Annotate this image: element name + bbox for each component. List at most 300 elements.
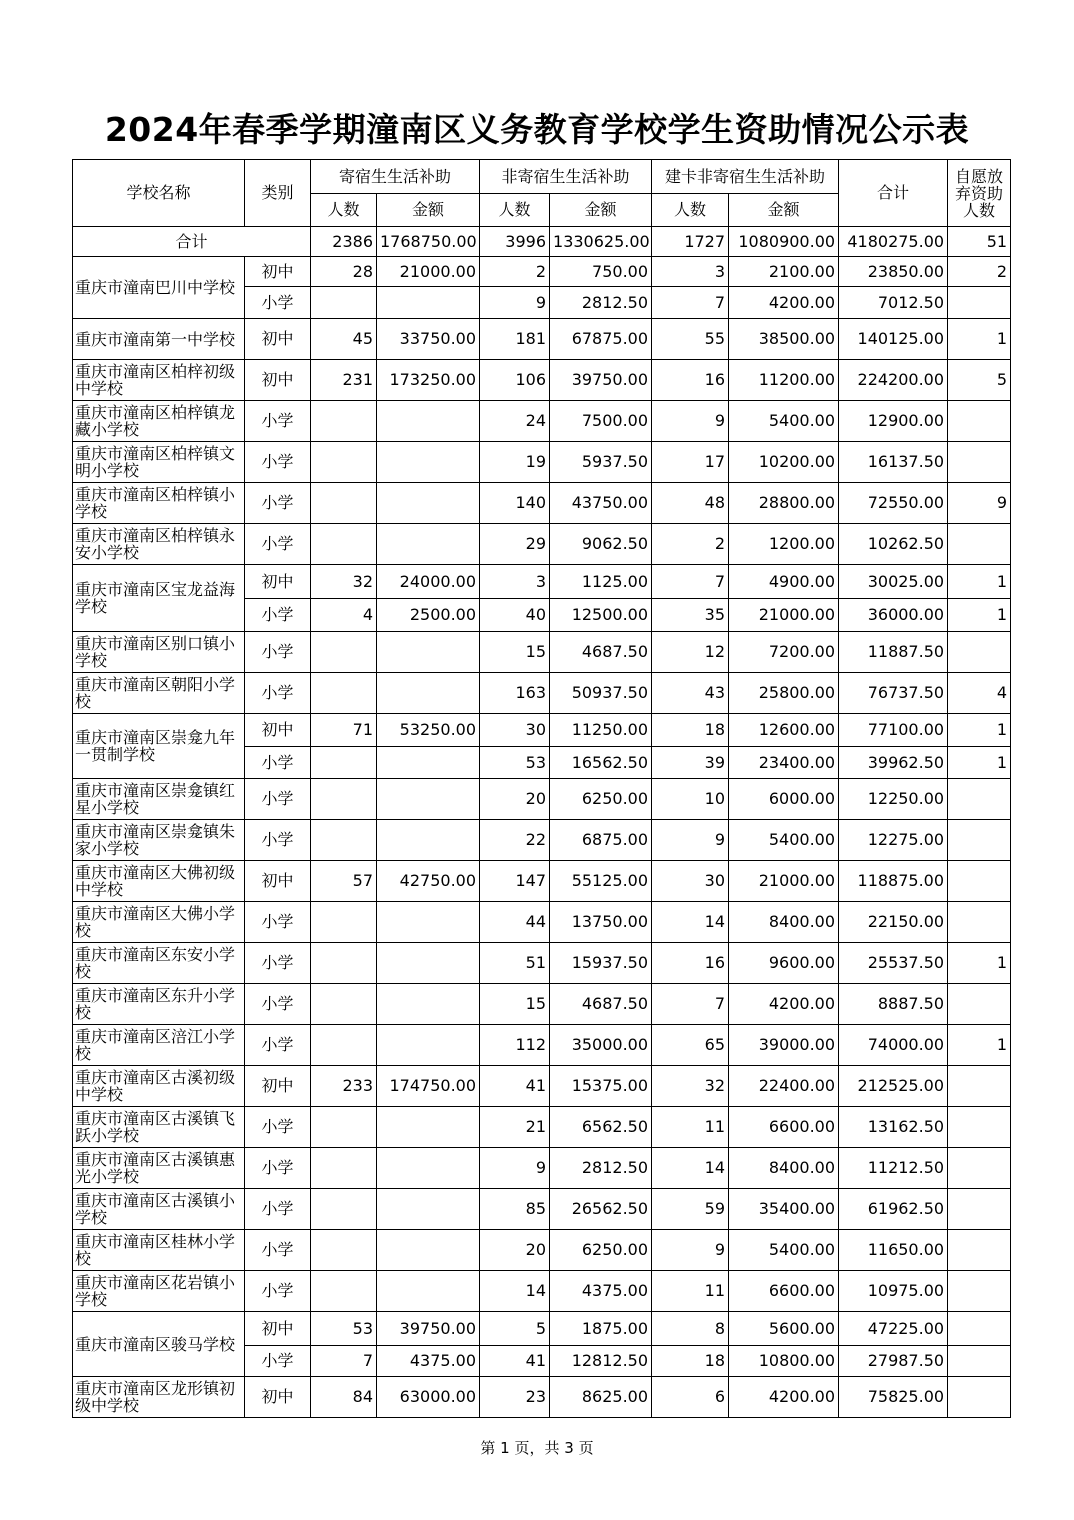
cell-card-amount: 6600.00 <box>729 1271 839 1312</box>
cell-card-amount: 5600.00 <box>729 1312 839 1346</box>
table-row <box>73 483 1011 524</box>
cell-school-name: 重庆市潼南区古溪镇飞跃小学校 <box>73 1107 245 1148</box>
cell-card-count: 9 <box>652 1230 729 1271</box>
cell-card-amount: 8400.00 <box>729 1148 839 1189</box>
cell-boarding-count <box>311 673 377 714</box>
cell-boarding-count <box>311 1148 377 1189</box>
cell-card-count: 55 <box>652 319 729 360</box>
cell-waive <box>948 820 1011 861</box>
cell-boarding-count <box>311 902 377 943</box>
subsidy-table <box>72 159 1011 1418</box>
cell-total: 12275.00 <box>839 820 948 861</box>
cell-card-count: 17 <box>652 442 729 483</box>
table-row <box>73 565 1011 599</box>
table-row <box>73 319 1011 360</box>
cell-boarding-amount <box>377 673 480 714</box>
cell-category: 小学 <box>245 1271 311 1312</box>
cell-total: 25537.50 <box>839 943 948 984</box>
cell-nonboarding-amount: 12812.50 <box>550 1346 652 1377</box>
cell-card-count: 6 <box>652 1377 729 1418</box>
cell-waive <box>948 1346 1011 1377</box>
cell-boarding-count: 53 <box>311 1312 377 1346</box>
cell-card-amount: 23400.00 <box>729 747 839 779</box>
cell-boarding-count <box>311 779 377 820</box>
cell-total: 30025.00 <box>839 565 948 599</box>
cell-boarding-amount <box>377 483 480 524</box>
cell-boarding-amount <box>377 902 480 943</box>
cell-total: 61962.50 <box>839 1189 948 1230</box>
cell-boarding-amount: 21000.00 <box>377 257 480 287</box>
cell-boarding-amount <box>377 1148 480 1189</box>
cell-nonboarding-amount: 15937.50 <box>550 943 652 984</box>
cell-card-count: 16 <box>652 360 729 401</box>
cell-nonboarding-amount: 4375.00 <box>550 1271 652 1312</box>
cell-school-name: 重庆市潼南区柏梓镇文明小学校 <box>73 442 245 483</box>
table-row <box>73 1230 1011 1271</box>
cell-waive <box>948 1066 1011 1107</box>
cell-boarding-amount: 173250.00 <box>377 360 480 401</box>
table-row <box>73 1148 1011 1189</box>
cell-nonboarding-count: 9 <box>480 287 550 319</box>
table-row <box>73 401 1011 442</box>
cell-nonboarding-count: 3996 <box>480 227 550 257</box>
table-row <box>73 984 1011 1025</box>
cell-card-count: 8 <box>652 1312 729 1346</box>
cell-boarding-count <box>311 943 377 984</box>
cell-boarding-amount <box>377 1230 480 1271</box>
cell-boarding-count <box>311 1271 377 1312</box>
cell-nonboarding-count: 41 <box>480 1346 550 1377</box>
table-row <box>73 524 1011 565</box>
cell-total: 11212.50 <box>839 1148 948 1189</box>
cell-category: 小学 <box>245 943 311 984</box>
cell-category: 小学 <box>245 902 311 943</box>
header-amount: 金额 <box>377 194 480 227</box>
cell-boarding-count: 28 <box>311 257 377 287</box>
header-category: 类别 <box>245 160 311 227</box>
cell-boarding-amount <box>377 1025 480 1066</box>
cell-category: 小学 <box>245 747 311 779</box>
cell-waive <box>948 984 1011 1025</box>
header-count: 人数 <box>311 194 377 227</box>
cell-card-amount: 11200.00 <box>729 360 839 401</box>
header-amount: 金额 <box>550 194 652 227</box>
cell-card-count: 18 <box>652 1346 729 1377</box>
cell-nonboarding-count: 181 <box>480 319 550 360</box>
cell-nonboarding-amount: 750.00 <box>550 257 652 287</box>
cell-boarding-count: 32 <box>311 565 377 599</box>
cell-boarding-amount <box>377 401 480 442</box>
cell-boarding-count <box>311 632 377 673</box>
cell-category: 初中 <box>245 360 311 401</box>
cell-nonboarding-count: 51 <box>480 943 550 984</box>
cell-card-count: 14 <box>652 1148 729 1189</box>
cell-waive <box>948 287 1011 319</box>
cell-boarding-count <box>311 1189 377 1230</box>
cell-school-name: 重庆市潼南区东安小学校 <box>73 943 245 984</box>
cell-waive: 9 <box>948 483 1011 524</box>
cell-total: 212525.00 <box>839 1066 948 1107</box>
cell-total: 11650.00 <box>839 1230 948 1271</box>
cell-nonboarding-count: 40 <box>480 599 550 632</box>
cell-school-name: 重庆市潼南区龙形镇初级中学校 <box>73 1377 245 1418</box>
cell-category: 初中 <box>245 1066 311 1107</box>
cell-card-count: 10 <box>652 779 729 820</box>
cell-boarding-count: 4 <box>311 599 377 632</box>
cell-boarding-count: 231 <box>311 360 377 401</box>
cell-school-name: 重庆市潼南区骏马学校 <box>73 1312 245 1377</box>
page-footer: 第 1 页，共 3 页 <box>480 1439 594 1457</box>
cell-card-count: 39 <box>652 747 729 779</box>
cell-boarding-amount <box>377 943 480 984</box>
cell-boarding-amount <box>377 524 480 565</box>
cell-nonboarding-amount: 6250.00 <box>550 779 652 820</box>
cell-category: 小学 <box>245 599 311 632</box>
cell-nonboarding-amount: 9062.50 <box>550 524 652 565</box>
cell-boarding-count: 84 <box>311 1377 377 1418</box>
cell-nonboarding-amount: 6562.50 <box>550 1107 652 1148</box>
cell-card-amount: 1200.00 <box>729 524 839 565</box>
cell-waive <box>948 779 1011 820</box>
cell-card-count: 11 <box>652 1271 729 1312</box>
cell-nonboarding-amount: 15375.00 <box>550 1066 652 1107</box>
table-row <box>73 442 1011 483</box>
cell-boarding-amount <box>377 1107 480 1148</box>
cell-card-amount: 21000.00 <box>729 861 839 902</box>
summary-label: 合计 <box>73 227 311 257</box>
cell-school-name: 重庆市潼南第一中学校 <box>73 319 245 360</box>
cell-boarding-count: 57 <box>311 861 377 902</box>
cell-waive: 51 <box>948 227 1011 257</box>
cell-boarding-count <box>311 747 377 779</box>
cell-nonboarding-amount: 11250.00 <box>550 714 652 747</box>
cell-school-name: 重庆市潼南巴川中学校 <box>73 257 245 319</box>
cell-category: 小学 <box>245 673 311 714</box>
cell-category: 初中 <box>245 1312 311 1346</box>
table-row <box>73 1312 1011 1346</box>
cell-school-name: 重庆市潼南区古溪初级中学校 <box>73 1066 245 1107</box>
cell-boarding-amount: 42750.00 <box>377 861 480 902</box>
cell-nonboarding-amount: 50937.50 <box>550 673 652 714</box>
cell-boarding-amount <box>377 632 480 673</box>
table-row <box>73 902 1011 943</box>
cell-card-amount: 1080900.00 <box>729 227 839 257</box>
table-row <box>73 1271 1011 1312</box>
cell-category: 小学 <box>245 984 311 1025</box>
cell-card-amount: 28800.00 <box>729 483 839 524</box>
cell-card-count: 59 <box>652 1189 729 1230</box>
header-count: 人数 <box>652 194 729 227</box>
cell-nonboarding-amount: 67875.00 <box>550 319 652 360</box>
cell-waive <box>948 902 1011 943</box>
cell-waive: 1 <box>948 943 1011 984</box>
cell-waive <box>948 1377 1011 1418</box>
cell-card-count: 9 <box>652 401 729 442</box>
cell-nonboarding-amount: 2812.50 <box>550 287 652 319</box>
cell-waive <box>948 1271 1011 1312</box>
cell-card-count: 32 <box>652 1066 729 1107</box>
cell-nonboarding-amount: 2812.50 <box>550 1148 652 1189</box>
cell-waive <box>948 442 1011 483</box>
cell-nonboarding-count: 5 <box>480 1312 550 1346</box>
cell-card-count: 18 <box>652 714 729 747</box>
cell-card-amount: 2100.00 <box>729 257 839 287</box>
cell-nonboarding-amount: 8625.00 <box>550 1377 652 1418</box>
cell-card-amount: 4900.00 <box>729 565 839 599</box>
cell-nonboarding-count: 9 <box>480 1148 550 1189</box>
cell-card-amount: 5400.00 <box>729 401 839 442</box>
cell-category: 初中 <box>245 257 311 287</box>
cell-nonboarding-amount: 35000.00 <box>550 1025 652 1066</box>
header-waive: 自愿放弃资助人数 <box>948 160 1011 227</box>
cell-boarding-count <box>311 483 377 524</box>
cell-boarding-amount: 33750.00 <box>377 319 480 360</box>
cell-nonboarding-count: 22 <box>480 820 550 861</box>
cell-waive: 4 <box>948 673 1011 714</box>
cell-nonboarding-count: 44 <box>480 902 550 943</box>
cell-card-amount: 5400.00 <box>729 820 839 861</box>
table-row <box>73 779 1011 820</box>
cell-boarding-count: 45 <box>311 319 377 360</box>
cell-card-amount: 4200.00 <box>729 984 839 1025</box>
cell-boarding-count <box>311 287 377 319</box>
cell-nonboarding-count: 15 <box>480 984 550 1025</box>
cell-nonboarding-amount: 4687.50 <box>550 984 652 1025</box>
cell-waive <box>948 401 1011 442</box>
cell-boarding-amount <box>377 1189 480 1230</box>
cell-nonboarding-amount: 43750.00 <box>550 483 652 524</box>
cell-category: 小学 <box>245 1230 311 1271</box>
cell-card-count: 16 <box>652 943 729 984</box>
cell-boarding-amount <box>377 747 480 779</box>
cell-waive <box>948 524 1011 565</box>
cell-total: 4180275.00 <box>839 227 948 257</box>
cell-nonboarding-count: 53 <box>480 747 550 779</box>
table-row <box>73 1025 1011 1066</box>
cell-total: 16137.50 <box>839 442 948 483</box>
cell-waive <box>948 1312 1011 1346</box>
cell-card-amount: 8400.00 <box>729 902 839 943</box>
cell-school-name: 重庆市潼南区大佛小学校 <box>73 902 245 943</box>
cell-school-name: 重庆市潼南区柏梓镇永安小学校 <box>73 524 245 565</box>
cell-school-name: 重庆市潼南区柏梓镇龙藏小学校 <box>73 401 245 442</box>
header-boarding: 寄宿生生活补助 <box>311 160 480 194</box>
cell-total: 36000.00 <box>839 599 948 632</box>
cell-waive: 5 <box>948 360 1011 401</box>
cell-nonboarding-amount: 55125.00 <box>550 861 652 902</box>
cell-school-name: 重庆市潼南区桂林小学校 <box>73 1230 245 1271</box>
cell-boarding-amount <box>377 779 480 820</box>
cell-card-amount: 10800.00 <box>729 1346 839 1377</box>
summary-row <box>73 227 1011 257</box>
cell-category: 小学 <box>245 1148 311 1189</box>
cell-total: 12250.00 <box>839 779 948 820</box>
cell-card-count: 1727 <box>652 227 729 257</box>
cell-category: 小学 <box>245 820 311 861</box>
cell-nonboarding-count: 20 <box>480 1230 550 1271</box>
cell-category: 小学 <box>245 1107 311 1148</box>
cell-boarding-amount <box>377 287 480 319</box>
header-count: 人数 <box>480 194 550 227</box>
cell-nonboarding-count: 29 <box>480 524 550 565</box>
cell-nonboarding-amount: 1875.00 <box>550 1312 652 1346</box>
cell-card-amount: 22400.00 <box>729 1066 839 1107</box>
cell-nonboarding-count: 85 <box>480 1189 550 1230</box>
cell-nonboarding-amount: 1125.00 <box>550 565 652 599</box>
cell-school-name: 重庆市潼南区宝龙益海学校 <box>73 565 245 632</box>
cell-category: 小学 <box>245 287 311 319</box>
cell-card-amount: 4200.00 <box>729 287 839 319</box>
cell-boarding-amount: 24000.00 <box>377 565 480 599</box>
table-row <box>73 714 1011 747</box>
cell-boarding-count: 2386 <box>311 227 377 257</box>
cell-nonboarding-amount: 6875.00 <box>550 820 652 861</box>
cell-total: 23850.00 <box>839 257 948 287</box>
cell-waive <box>948 1189 1011 1230</box>
cell-category: 小学 <box>245 632 311 673</box>
cell-school-name: 重庆市潼南区崇龛九年一贯制学校 <box>73 714 245 779</box>
cell-card-count: 14 <box>652 902 729 943</box>
cell-boarding-count <box>311 401 377 442</box>
cell-card-count: 7 <box>652 565 729 599</box>
cell-nonboarding-count: 20 <box>480 779 550 820</box>
header-amount: 金额 <box>729 194 839 227</box>
cell-card-count: 43 <box>652 673 729 714</box>
cell-waive: 1 <box>948 714 1011 747</box>
cell-school-name: 重庆市潼南区古溪镇小学校 <box>73 1189 245 1230</box>
cell-nonboarding-count: 15 <box>480 632 550 673</box>
table-row <box>73 1107 1011 1148</box>
cell-boarding-amount: 2500.00 <box>377 599 480 632</box>
cell-boarding-amount: 174750.00 <box>377 1066 480 1107</box>
table-row <box>73 1189 1011 1230</box>
cell-total: 10262.50 <box>839 524 948 565</box>
cell-card-amount: 7200.00 <box>729 632 839 673</box>
cell-nonboarding-count: 41 <box>480 1066 550 1107</box>
cell-boarding-count <box>311 1107 377 1148</box>
cell-total: 74000.00 <box>839 1025 948 1066</box>
cell-nonboarding-count: 163 <box>480 673 550 714</box>
cell-category: 小学 <box>245 1346 311 1377</box>
cell-card-amount: 6000.00 <box>729 779 839 820</box>
cell-total: 118875.00 <box>839 861 948 902</box>
cell-total: 140125.00 <box>839 319 948 360</box>
cell-nonboarding-count: 140 <box>480 483 550 524</box>
header-nonboarding: 非寄宿生生活补助 <box>480 160 652 194</box>
cell-card-count: 11 <box>652 1107 729 1148</box>
table-row <box>73 257 1011 287</box>
cell-card-amount: 25800.00 <box>729 673 839 714</box>
cell-nonboarding-amount: 7500.00 <box>550 401 652 442</box>
cell-total: 10975.00 <box>839 1271 948 1312</box>
cell-boarding-count <box>311 1230 377 1271</box>
cell-nonboarding-count: 14 <box>480 1271 550 1312</box>
cell-school-name: 重庆市潼南区东升小学校 <box>73 984 245 1025</box>
cell-total: 72550.00 <box>839 483 948 524</box>
cell-school-name: 重庆市潼南区别口镇小学校 <box>73 632 245 673</box>
cell-boarding-count: 71 <box>311 714 377 747</box>
cell-total: 47225.00 <box>839 1312 948 1346</box>
cell-nonboarding-count: 112 <box>480 1025 550 1066</box>
cell-category: 初中 <box>245 1377 311 1418</box>
cell-school-name: 重庆市潼南区柏梓初级中学校 <box>73 360 245 401</box>
cell-card-count: 9 <box>652 820 729 861</box>
cell-total: 12900.00 <box>839 401 948 442</box>
cell-total: 77100.00 <box>839 714 948 747</box>
cell-school-name: 重庆市潼南区大佛初级中学校 <box>73 861 245 902</box>
cell-nonboarding-count: 106 <box>480 360 550 401</box>
cell-nonboarding-count: 2 <box>480 257 550 287</box>
header-card: 建卡非寄宿生生活补助 <box>652 160 839 194</box>
cell-total: 75825.00 <box>839 1377 948 1418</box>
cell-nonboarding-count: 21 <box>480 1107 550 1148</box>
cell-category: 初中 <box>245 565 311 599</box>
table-row <box>73 1066 1011 1107</box>
cell-card-count: 48 <box>652 483 729 524</box>
cell-card-count: 3 <box>652 257 729 287</box>
cell-boarding-count <box>311 442 377 483</box>
cell-nonboarding-amount: 12500.00 <box>550 599 652 632</box>
cell-category: 小学 <box>245 1025 311 1066</box>
cell-nonboarding-count: 24 <box>480 401 550 442</box>
cell-category: 初中 <box>245 714 311 747</box>
cell-nonboarding-amount: 6250.00 <box>550 1230 652 1271</box>
cell-card-count: 30 <box>652 861 729 902</box>
cell-school-name: 重庆市潼南区朝阳小学校 <box>73 673 245 714</box>
cell-boarding-count: 233 <box>311 1066 377 1107</box>
cell-school-name: 重庆市潼南区花岩镇小学校 <box>73 1271 245 1312</box>
cell-boarding-amount: 4375.00 <box>377 1346 480 1377</box>
cell-boarding-amount <box>377 984 480 1025</box>
cell-category: 小学 <box>245 524 311 565</box>
cell-nonboarding-amount: 5937.50 <box>550 442 652 483</box>
cell-card-amount: 35400.00 <box>729 1189 839 1230</box>
cell-card-amount: 38500.00 <box>729 319 839 360</box>
cell-school-name: 重庆市潼南区柏梓镇小学校 <box>73 483 245 524</box>
cell-card-count: 2 <box>652 524 729 565</box>
cell-school-name: 重庆市潼南区崇龛镇红星小学校 <box>73 779 245 820</box>
cell-total: 7012.50 <box>839 287 948 319</box>
cell-card-amount: 39000.00 <box>729 1025 839 1066</box>
table-row <box>73 943 1011 984</box>
cell-card-amount: 4200.00 <box>729 1377 839 1418</box>
cell-boarding-count <box>311 820 377 861</box>
cell-boarding-amount: 53250.00 <box>377 714 480 747</box>
page-title: 2024年春季学期潼南区义务教育学校学生资助情况公示表 <box>104 110 970 149</box>
table-row <box>73 673 1011 714</box>
cell-nonboarding-count: 147 <box>480 861 550 902</box>
table-row <box>73 1377 1011 1418</box>
cell-total: 27987.50 <box>839 1346 948 1377</box>
cell-category: 小学 <box>245 483 311 524</box>
cell-boarding-amount <box>377 1271 480 1312</box>
table-row <box>73 360 1011 401</box>
cell-total: 39962.50 <box>839 747 948 779</box>
cell-nonboarding-count: 3 <box>480 565 550 599</box>
cell-nonboarding-amount: 4687.50 <box>550 632 652 673</box>
cell-nonboarding-count: 30 <box>480 714 550 747</box>
cell-waive: 1 <box>948 1025 1011 1066</box>
table-row <box>73 632 1011 673</box>
header-total: 合计 <box>839 160 948 227</box>
cell-waive: 1 <box>948 565 1011 599</box>
cell-boarding-count <box>311 524 377 565</box>
cell-card-amount: 6600.00 <box>729 1107 839 1148</box>
cell-waive <box>948 1107 1011 1148</box>
cell-waive: 1 <box>948 319 1011 360</box>
cell-total: 13162.50 <box>839 1107 948 1148</box>
cell-school-name: 重庆市潼南区涪江小学校 <box>73 1025 245 1066</box>
